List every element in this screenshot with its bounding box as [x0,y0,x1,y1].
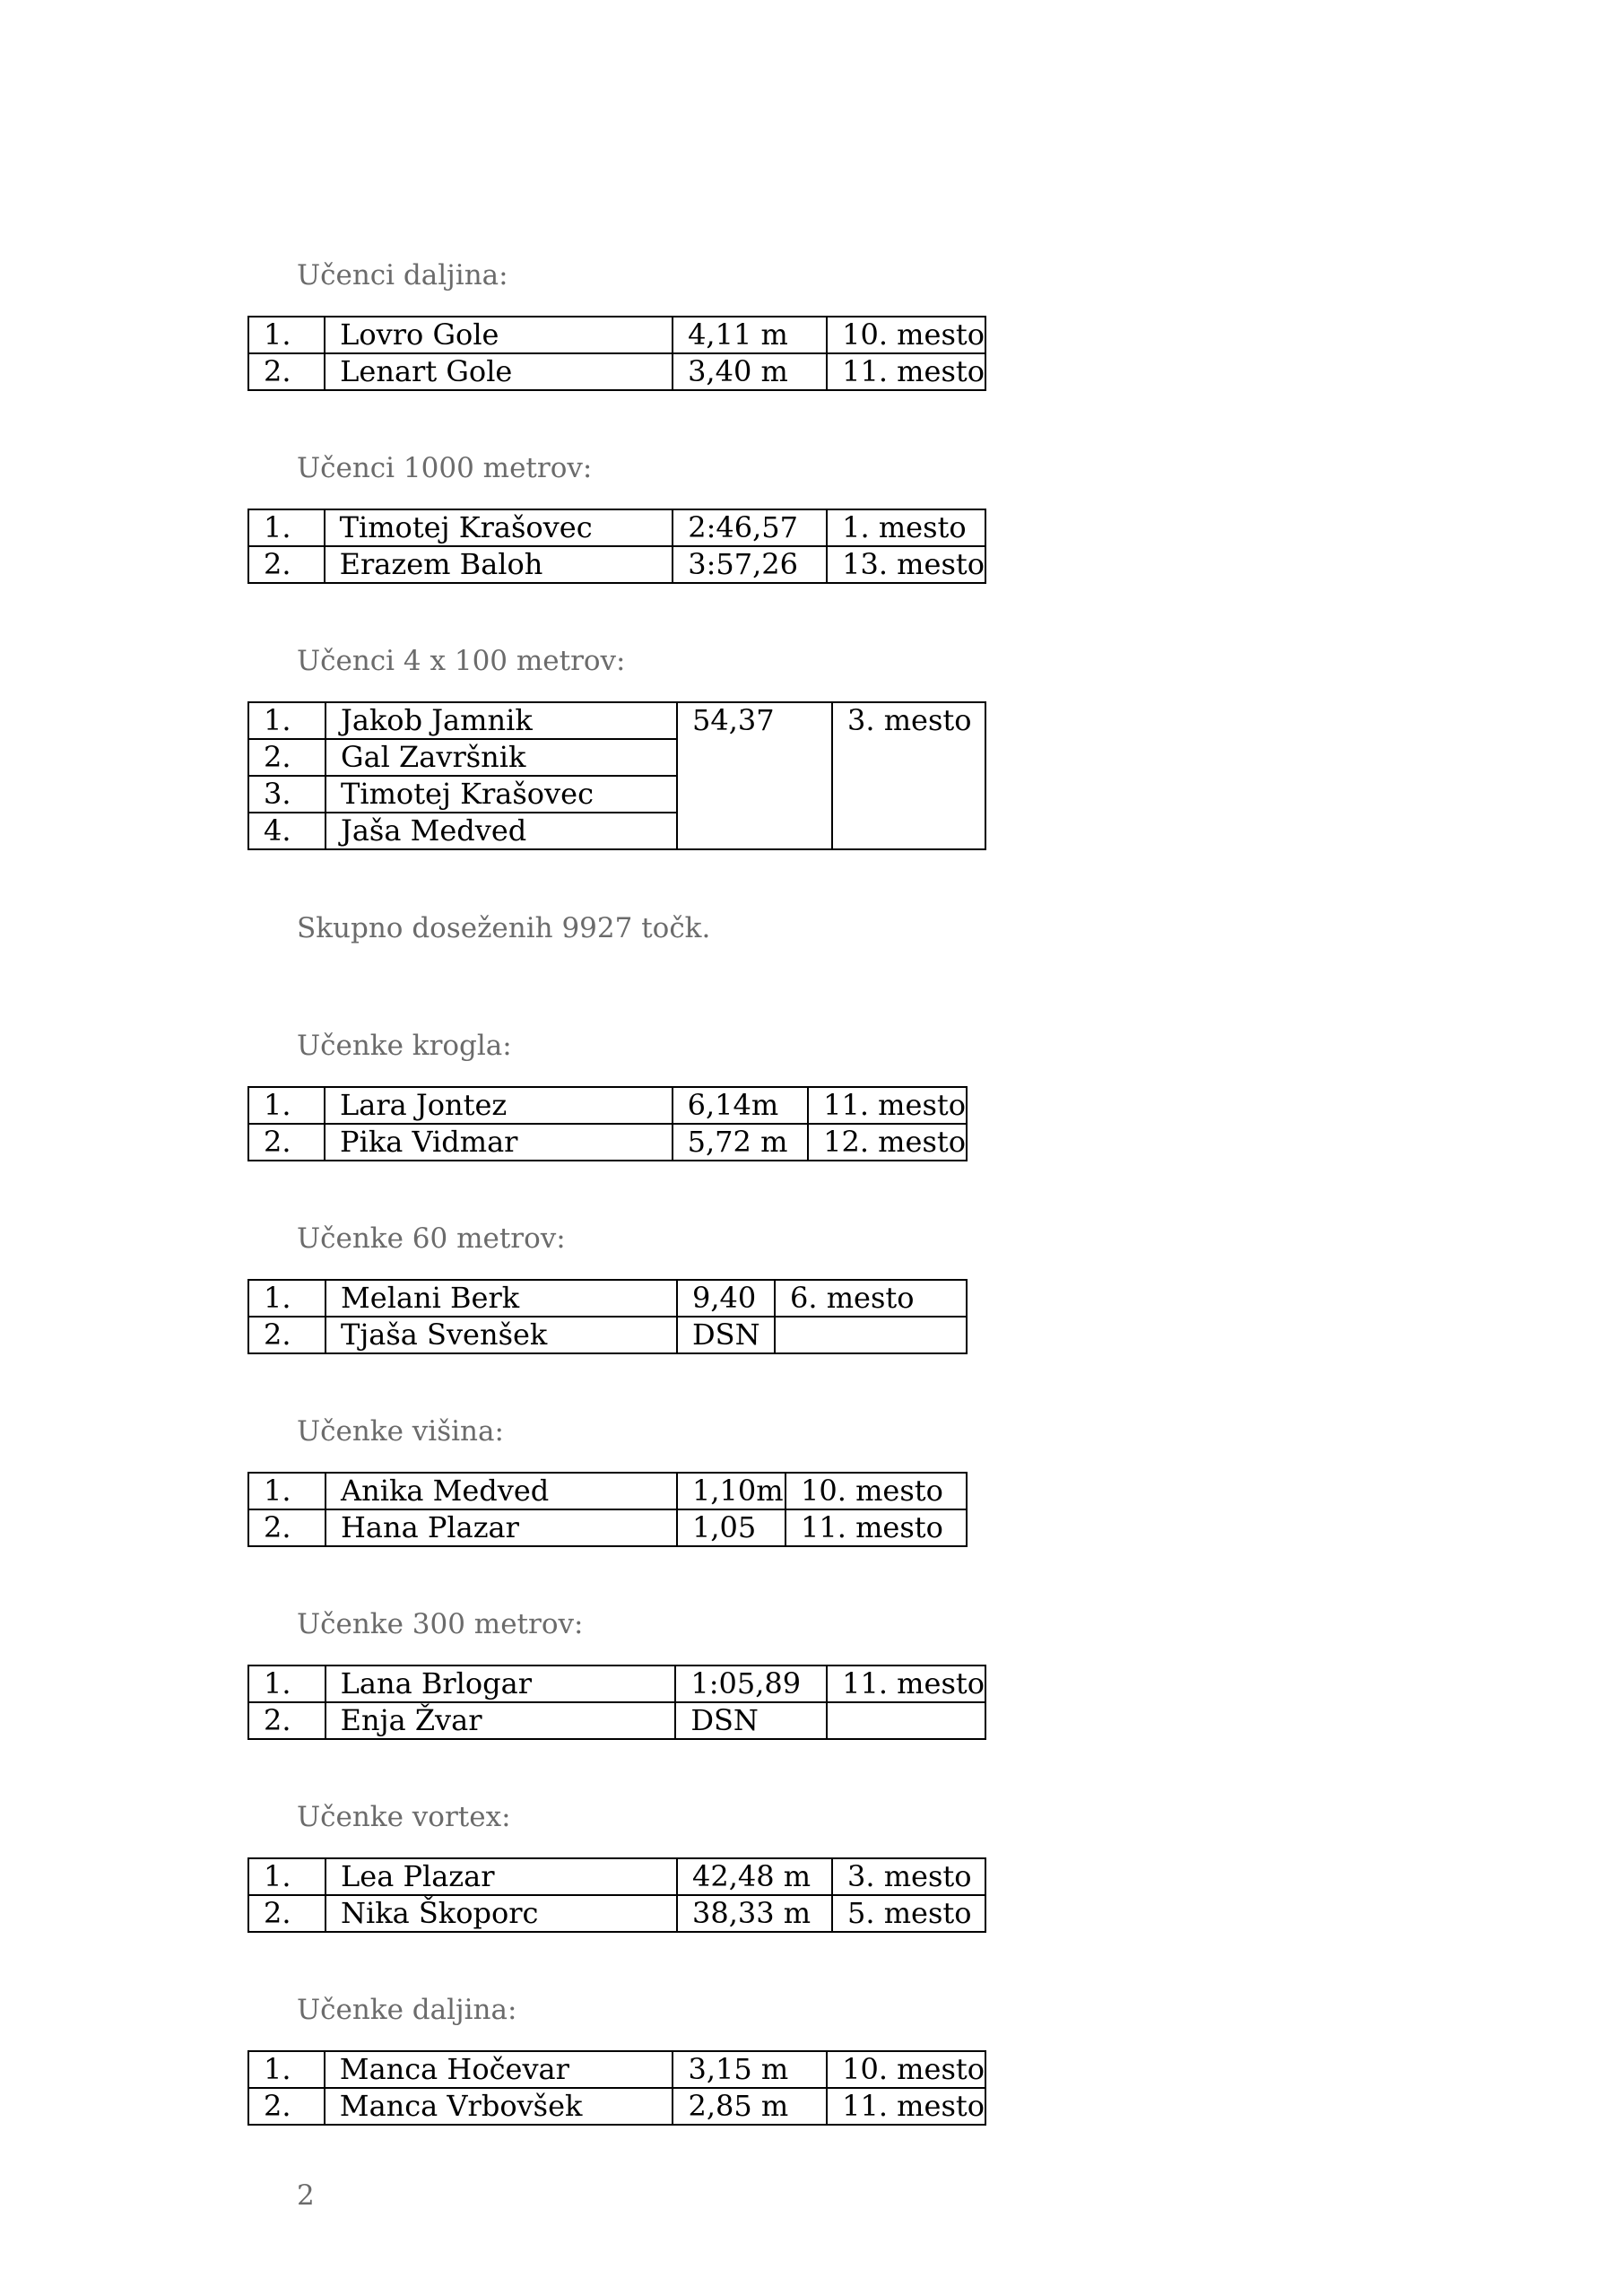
result-cell: 38,33 m [677,1895,832,1932]
results-table [247,509,986,584]
relay-table [247,701,986,850]
result-cell: 4,11 m [673,317,827,353]
place-cell: 10. mesto [785,1473,967,1509]
result-cell: 6,14m [673,1087,808,1124]
table-row [248,1858,985,1895]
section-heading: Učenci 1000 metrov: [297,452,593,484]
table-row [248,509,985,546]
rank-cell: 4. [248,813,325,849]
section-heading: Učenke 60 metrov: [297,1222,566,1255]
rank-cell: 1. [248,2051,325,2088]
result-cell: DSN [675,1702,827,1739]
name-cell: Tjaša Svenšek [325,1317,677,1353]
table-row [248,1665,985,1702]
name-cell: Melani Berk [325,1280,677,1317]
table-row [248,1280,967,1317]
name-cell: Enja Žvar [325,1702,676,1739]
results-table [247,1665,986,1740]
section-heading: Učenke višina: [297,1415,504,1448]
place-cell: 11. mesto [827,1665,985,1702]
table-row [248,353,985,390]
rank-cell: 1. [248,1473,325,1509]
rank-cell: 2. [248,739,325,776]
place-cell: 6. mesto [775,1280,967,1317]
table-row [248,702,985,739]
table-row [248,1087,967,1124]
table-row [248,2051,985,2088]
results-table [247,1857,986,1933]
results-table [247,1472,968,1547]
section-heading: Učenci daljina: [297,259,508,291]
rank-cell: 1. [248,1280,325,1317]
place-cell: 5. mesto [832,1895,985,1932]
result-cell: 5,72 m [673,1124,808,1161]
table-row [248,317,985,353]
place-cell: 13. mesto [827,546,985,583]
result-cell: 2,85 m [673,2088,827,2125]
name-cell: Anika Medved [325,1473,677,1509]
place-cell: 12. mesto [808,1124,967,1161]
rank-cell: 2. [248,1317,325,1353]
rank-cell: 3. [248,776,325,813]
table-row [248,1473,967,1509]
rank-cell: 2. [248,546,325,583]
place-cell: 11. mesto [827,2088,985,2125]
table-row [248,1509,967,1546]
place-cell: 11. mesto [808,1087,967,1124]
name-cell: Timotej Krašovec [325,509,673,546]
place-cell [775,1317,967,1353]
summary-text: Skupno doseženih 9927 točk. [297,912,711,944]
results-table [247,2050,986,2126]
result-cell: 42,48 m [677,1858,832,1895]
name-cell: Timotej Krašovec [325,776,677,813]
name-cell: Erazem Baloh [325,546,673,583]
name-cell: Hana Plazar [325,1509,677,1546]
result-cell: 3,15 m [673,2051,827,2088]
result-cell: 9,40 [677,1280,775,1317]
place-cell: 11. mesto [785,1509,967,1546]
results-table [247,316,986,391]
rank-cell: 2. [248,1124,325,1161]
rank-cell: 1. [248,1087,325,1124]
section-heading: Učenke vortex: [297,1801,511,1833]
rank-cell: 1. [248,1858,325,1895]
name-cell: Lea Plazar [325,1858,677,1895]
section-heading: Učenci 4 x 100 metrov: [297,645,626,677]
name-cell: Nika Škoporc [325,1895,677,1932]
rank-cell: 1. [248,509,325,546]
table-row [248,1317,967,1353]
rank-cell: 2. [248,353,325,390]
results-table [247,1279,968,1354]
place-cell: 1. mesto [827,509,985,546]
name-cell: Jakob Jamnik [325,702,677,739]
name-cell: Jaša Medved [325,813,677,849]
section-heading: Učenke krogla: [297,1030,512,1062]
result-cell: 3,40 m [673,353,827,390]
name-cell: Gal Završnik [325,739,677,776]
page-number: 2 [297,2179,315,2212]
table-row [248,1702,985,1739]
results-table [247,1086,968,1161]
place-cell: 10. mesto [827,317,985,353]
place-cell: 11. mesto [827,353,985,390]
result-cell: DSN [677,1317,775,1353]
result-cell: 1,10m [677,1473,785,1509]
rank-cell: 2. [248,1702,325,1739]
section-heading: Učenke daljina: [297,1994,517,2026]
result-cell: 54,37 [677,702,832,849]
table-row [248,1895,985,1932]
name-cell: Lenart Gole [325,353,673,390]
rank-cell: 1. [248,702,325,739]
place-cell: 3. mesto [832,702,985,849]
place-cell: 10. mesto [827,2051,985,2088]
table-row [248,1124,967,1161]
name-cell: Lara Jontez [325,1087,673,1124]
place-cell [827,1702,985,1739]
result-cell: 2:46,57 [673,509,827,546]
name-cell: Lana Brlogar [325,1665,676,1702]
rank-cell: 1. [248,317,325,353]
result-cell: 1:05,89 [675,1665,827,1702]
rank-cell: 2. [248,1509,325,1546]
rank-cell: 2. [248,2088,325,2125]
name-cell: Manca Hočevar [325,2051,673,2088]
section-heading: Učenke 300 metrov: [297,1608,584,1640]
place-cell: 3. mesto [832,1858,985,1895]
result-cell: 1,05 [677,1509,785,1546]
rank-cell: 2. [248,1895,325,1932]
name-cell: Manca Vrbovšek [325,2088,673,2125]
rank-cell: 1. [248,1665,325,1702]
table-row [248,2088,985,2125]
name-cell: Pika Vidmar [325,1124,673,1161]
table-row [248,546,985,583]
result-cell: 3:57,26 [673,546,827,583]
name-cell: Lovro Gole [325,317,673,353]
